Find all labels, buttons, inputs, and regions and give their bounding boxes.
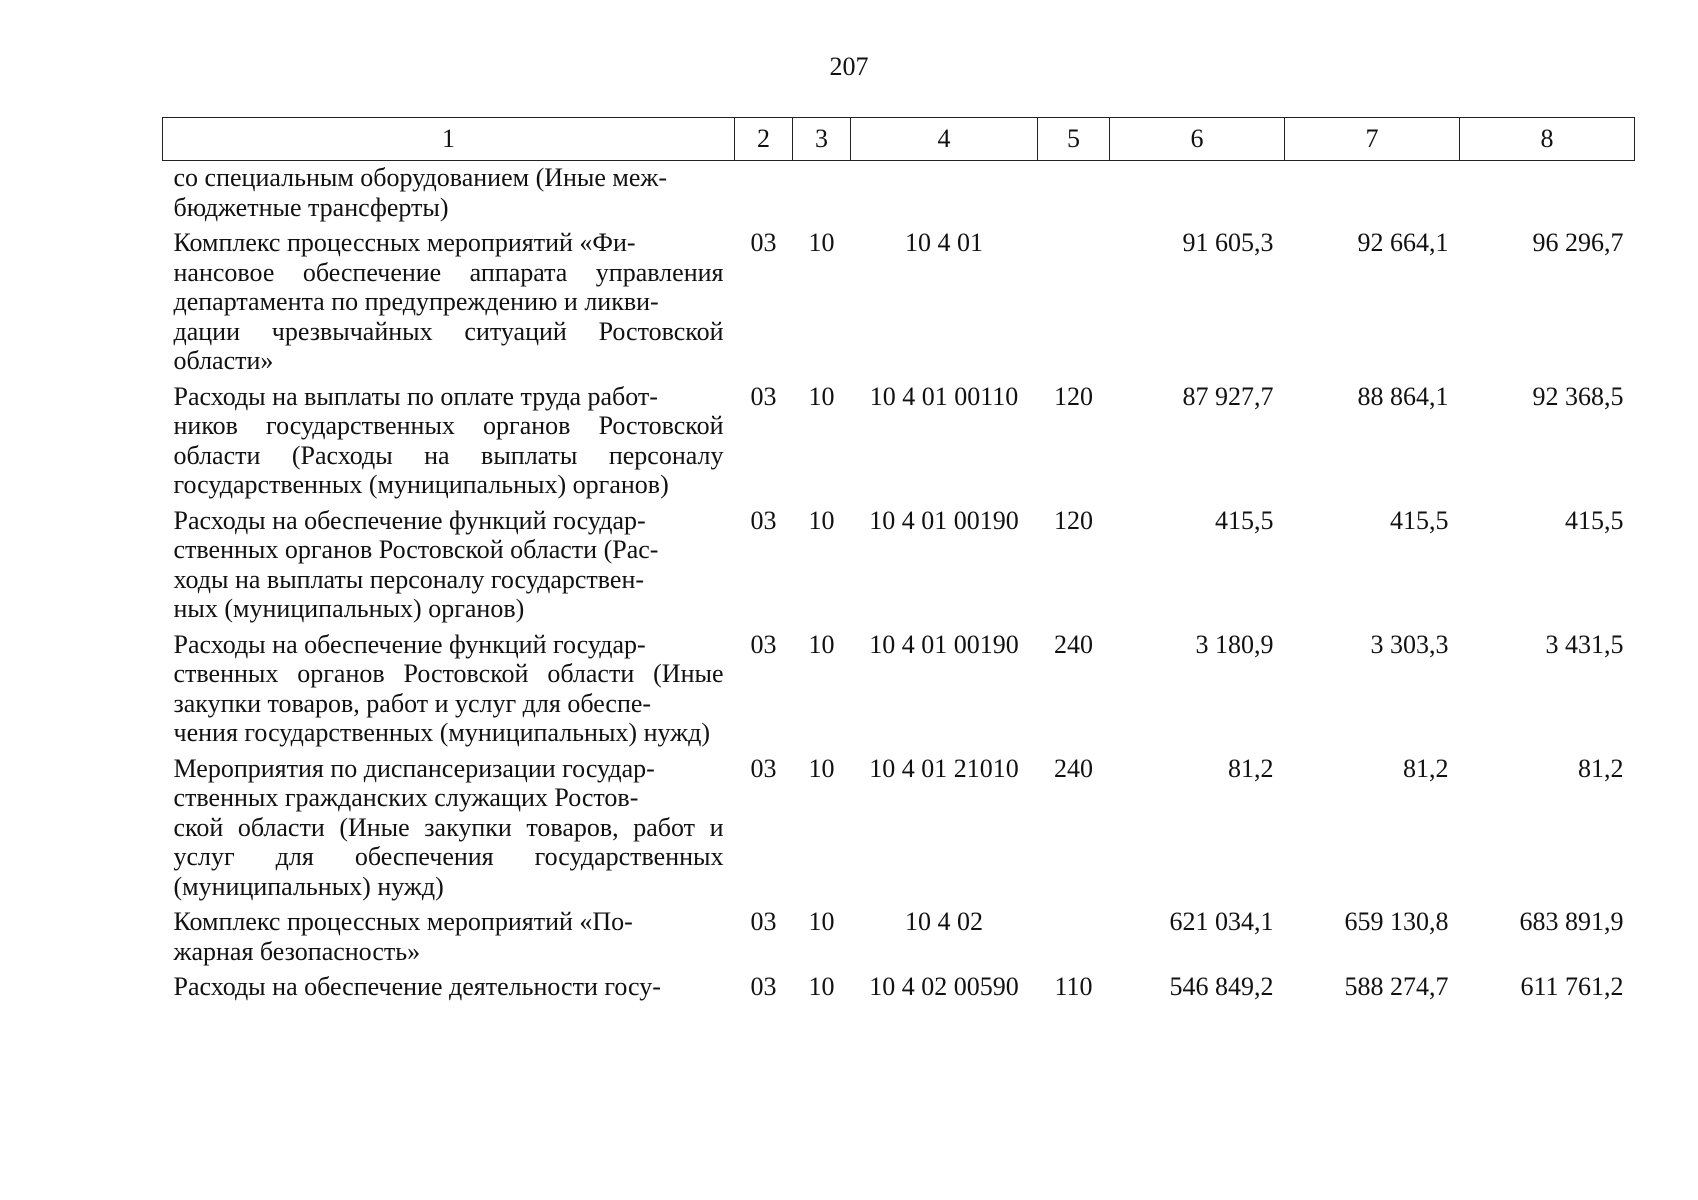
row-section: 03	[750, 907, 777, 936]
row-expense-type	[1038, 907, 1110, 972]
row-value-3: 81,2	[1578, 753, 1624, 783]
table-row	[163, 228, 1635, 382]
row-value-1	[1110, 161, 1285, 229]
row-subsection: 10	[808, 753, 835, 783]
header-col-4: 4	[851, 118, 1038, 161]
table-row	[163, 754, 1635, 908]
row-value-1: 3 180,9	[1195, 629, 1274, 659]
row-section	[735, 161, 793, 229]
row-target-code: 10 4 02	[905, 907, 983, 936]
row-value-2: 88 864,1	[1357, 381, 1449, 411]
row-section: 03	[750, 505, 777, 535]
row-description: Расходы на обеспечение функций государ- ственных органов Ростовской области (Рас- ходы на выплаты персоналу государствен- ных (муниципальных) органов)	[173, 505, 659, 623]
row-description: Комплекс процессных мероприятий «Фи- нансовое обеспечение аппарата управления департамента по предупреждению и ликви- дации чрезвычайных ситуаций Ростовской области»	[173, 228, 724, 375]
page-number: 207	[829, 52, 869, 81]
row-target-code	[851, 161, 1038, 229]
row-value-1: 415,5	[1215, 505, 1274, 535]
row-value-3: 611 761,2	[1520, 972, 1624, 1001]
row-subsection: 10	[808, 505, 835, 535]
row-value-3: 96 296,7	[1532, 228, 1624, 257]
row-target-code: 10 4 01 00190	[869, 629, 1019, 659]
row-value-2: 588 274,7	[1344, 972, 1449, 1001]
table-header	[163, 118, 1635, 161]
row-value-1: 91 605,3	[1182, 228, 1274, 257]
table-row	[163, 382, 1635, 506]
row-value-2: 3 303,3	[1370, 629, 1449, 659]
budget-table	[162, 117, 1635, 1008]
row-section: 03	[750, 228, 777, 257]
header-col-7: 7	[1285, 118, 1460, 161]
row-value-2	[1285, 161, 1460, 229]
row-target-code: 10 4 01 21010	[869, 753, 1019, 783]
row-expense-type: 110	[1054, 972, 1093, 1001]
header-col-6: 6	[1110, 118, 1285, 161]
row-subsection: 10	[808, 629, 835, 659]
table-body	[163, 161, 1635, 1008]
header-col-2: 2	[735, 118, 793, 161]
table-row	[163, 506, 1635, 630]
row-target-code: 10 4 01	[905, 228, 983, 257]
row-description: со специальным оборудованием (Иные меж- бюджетные трансферты)	[173, 163, 668, 222]
header-col-8: 8	[1460, 118, 1635, 161]
row-section: 03	[750, 381, 777, 411]
table-row	[163, 907, 1635, 972]
row-subsection: 10	[808, 907, 835, 936]
row-subsection: 10	[808, 228, 835, 257]
row-subsection: 10	[808, 972, 835, 1001]
row-value-2: 659 130,8	[1344, 907, 1449, 936]
row-value-3	[1460, 161, 1635, 229]
row-value-2: 92 664,1	[1357, 228, 1449, 257]
row-expense-type	[1038, 161, 1110, 229]
row-subsection: 10	[808, 381, 835, 411]
row-section: 03	[750, 753, 777, 783]
table-row	[163, 630, 1635, 754]
row-target-code: 10 4 02 00590	[869, 972, 1019, 1001]
row-value-1: 87 927,7	[1182, 381, 1274, 411]
row-description: Мероприятия по диспансеризации государ- ственных гражданских служащих Ростов- ской области (Иные закупки товаров, работ и услуг для обеспечения государственных (муниципальных) нужд)	[173, 753, 724, 901]
header-col-3: 3	[793, 118, 851, 161]
row-section: 03	[750, 629, 777, 659]
row-value-2: 415,5	[1390, 505, 1449, 535]
header-row	[163, 118, 1635, 161]
row-subsection	[793, 161, 851, 229]
row-value-3: 3 431,5	[1545, 629, 1624, 659]
row-value-3: 415,5	[1565, 505, 1624, 535]
row-value-3: 683 891,9	[1519, 907, 1624, 936]
table-row	[163, 972, 1635, 1008]
row-target-code: 10 4 01 00190	[869, 505, 1019, 535]
row-expense-type: 120	[1054, 381, 1093, 411]
row-value-2: 81,2	[1403, 753, 1449, 783]
row-expense-type: 120	[1054, 505, 1093, 535]
row-description: Расходы на обеспечение функций государ- ственных органов Ростовской области (Иные закупки товаров, работ и услуг для обеспе- чения государственных (муниципальных) нужд)	[173, 629, 724, 747]
row-value-1: 546 849,2	[1169, 972, 1274, 1001]
row-description: Расходы на выплаты по оплате труда работ- ников государственных органов Ростовской области (Расходы на выплаты персоналу государственных (муниципальных) органов)	[173, 381, 724, 499]
row-expense-type: 240	[1054, 629, 1093, 659]
row-value-1: 81,2	[1228, 753, 1274, 783]
row-section: 03	[750, 972, 777, 1001]
row-value-1: 621 034,1	[1169, 907, 1274, 936]
row-expense-type	[1038, 228, 1110, 382]
row-description: Расходы на обеспечение деятельности госу-	[173, 972, 661, 1001]
row-description: Комплекс процессных мероприятий «По- жарная безопасность»	[173, 907, 633, 966]
row-expense-type: 240	[1054, 753, 1093, 783]
row-target-code: 10 4 01 00110	[869, 381, 1019, 411]
row-value-3: 92 368,5	[1532, 381, 1624, 411]
table-row	[163, 161, 1635, 229]
header-col-1: 1	[163, 118, 735, 161]
header-col-5: 5	[1038, 118, 1110, 161]
